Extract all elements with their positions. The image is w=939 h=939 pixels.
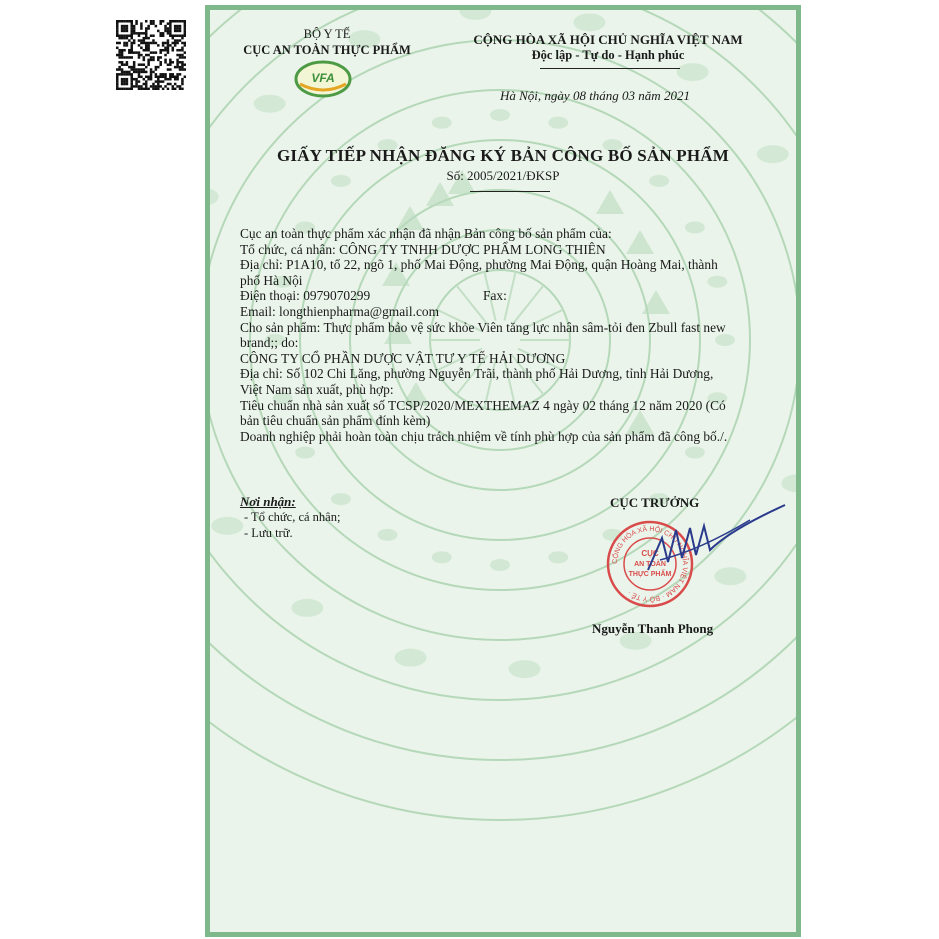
body-line: Tiêu chuẩn nhà sản xuất số TCSP/2020/MEXTHEMAZ 4 ngày 02 tháng 12 năm 2020 (Có	[240, 397, 726, 413]
issue-date: Hà Nội, ngày 08 tháng 03 năm 2021	[500, 88, 690, 103]
handwritten-signature	[640, 500, 790, 580]
body-line: Cục an toàn thực phẩm xác nhận đã nhận Bản công bố sản phẩm của:	[240, 226, 612, 241]
stamp-center-line: CỤC	[641, 549, 659, 558]
phone-text: Điện thoại: 0979070299	[240, 288, 371, 304]
vfa-logo	[294, 60, 352, 98]
nation-title: CỘNG HÒA XÃ HỘI CHỦ NGHĨA VIỆT NAM	[473, 32, 743, 47]
vfa-logo-text: VFA	[311, 71, 335, 85]
recipients-heading: Nơi nhận:	[240, 494, 296, 509]
signer-role: CỤC TRƯỞNG	[610, 495, 700, 510]
stamp-center-line: THỰC PHẨM	[628, 571, 672, 578]
phone-fax-line	[240, 288, 785, 304]
certificate-body	[240, 226, 785, 444]
document-number: Số: 2005/2021/ĐKSP	[446, 168, 560, 183]
fax-label: Fax:	[483, 288, 507, 304]
qr-code	[116, 20, 186, 90]
body-line: Tổ chức, cá nhân: CÔNG TY TNHH DƯỢC PHẨM LONG THIÊN	[240, 241, 606, 257]
recipient-item: - Lưu trữ.	[244, 526, 293, 540]
body-line: phố Hà Nội	[240, 272, 303, 288]
body-line: Địa chỉ: P1A10, tổ 22, ngõ 1, phố Mai Động, phường Mai Động, quận Hoàng Mai, thành	[240, 257, 718, 273]
body-line: brand;; do:	[240, 335, 299, 351]
body-line: Doanh nghiệp phải hoàn toàn chịu trách nhiệm về tính phù hợp của sản phẩm đã công bố./.	[240, 428, 728, 444]
body-line: Địa chỉ: Số 102 Chi Lăng, phường Nguyễn Trãi, thành phố Hải Dương, tỉnh Hải Dương,	[240, 366, 714, 382]
certificate-page	[205, 5, 801, 937]
body-line: bản tiêu chuẩn sản phẩm đính kèm)	[240, 413, 431, 429]
stamp-center-line: AN TOÀN	[634, 561, 666, 568]
recipient-item: - Tổ chức, cá nhân;	[244, 510, 341, 524]
ministry-name: BỘ Y TẾ	[303, 27, 351, 41]
motto-underline	[540, 68, 680, 69]
agency-name: CỤC AN TOÀN THỰC PHẨM	[243, 43, 411, 57]
body-line: Email: longthienpharma@gmail.com	[240, 303, 440, 319]
document-title: GIẤY TIẾP NHẬN ĐĂNG KÝ BẢN CÔNG BỐ SẢN PHẨM	[276, 146, 730, 165]
body-line: CÔNG TY CỔ PHẦN DƯỢC VẬT TƯ Y TẾ HẢI DƯƠNG	[240, 350, 566, 366]
body-line: Việt Nam sản xuất, phù hợp:	[240, 381, 394, 397]
body-line: Cho sản phẩm: Thực phẩm bảo vệ sức khỏe Viên tăng lực nhân sâm-tỏi đen Zbull fast new	[240, 319, 726, 335]
signer-name: Nguyễn Thanh Phong	[592, 621, 714, 636]
number-underline	[470, 191, 550, 192]
nation-motto: Độc lập - Tự do - Hạnh phúc	[531, 48, 685, 62]
stamp-ring-text: CỘNG HÒA XÃ HỘI CHỦ NGHĨA VIỆT NAM · BỘ Y TẾ ·	[611, 525, 689, 603]
